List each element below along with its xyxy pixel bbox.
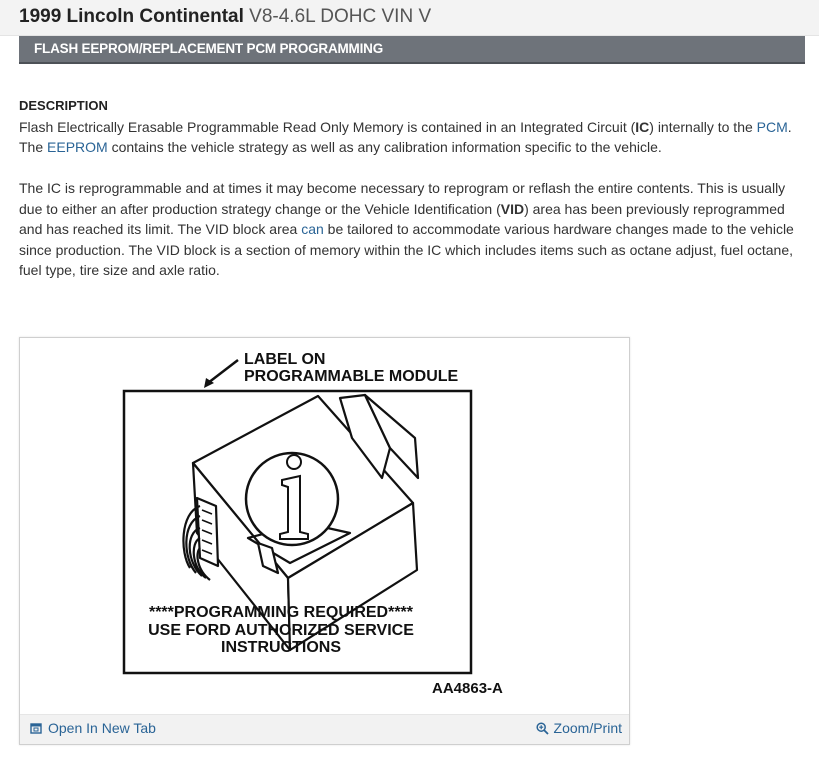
open-new-tab-icon	[30, 722, 43, 735]
caption-line-2: USE FORD AUTHORIZED SERVICE	[148, 622, 414, 639]
vehicle-name: 1999 Lincoln Continental	[19, 6, 244, 27]
caption-line-3: INSTRUCTIONS	[221, 639, 341, 656]
page-title	[19, 6, 431, 28]
figure-id: AA4863-A	[432, 680, 503, 697]
text: Flash Electrically Erasable Programmable Read Only Memory is contained in an Integrated Circuit (	[19, 118, 636, 135]
description-paragraph-2	[19, 178, 809, 281]
glossary-link-eeprom[interactable]: EEPROM	[47, 139, 108, 155]
text: ) internally to the	[649, 118, 757, 135]
title-bar	[0, 0, 819, 36]
zoom-print-label: Zoom/Print	[553, 720, 622, 736]
open-in-new-tab-label: Open In New Tab	[48, 720, 156, 736]
label-text-line-1: LABEL ON	[244, 351, 326, 368]
section-header	[19, 36, 805, 64]
figure-footer	[20, 714, 629, 744]
glossary-link-pcm[interactable]: PCM	[756, 118, 788, 135]
article-body	[19, 96, 809, 281]
description-paragraph-1	[19, 117, 809, 158]
figure-card	[19, 337, 630, 745]
info-i-icon	[246, 453, 338, 545]
zoom-print-button[interactable]	[536, 720, 622, 736]
glossary-link-can[interactable]: can	[301, 221, 324, 237]
text: ) area has been previously reprogrammed and has reached its limit. The VID block area	[19, 200, 785, 237]
text: The IC is reprogrammable and at times it may become necessary to reprogram or reflash the entire contents. This is usually due to either an after production strategy change or the Vehicle Identification (	[19, 180, 786, 217]
pcm-label-illustration[interactable]	[20, 338, 629, 714]
magnifier-plus-icon	[536, 722, 549, 735]
text: . The	[19, 118, 792, 155]
engine-spec: V8-4.6L DOHC VIN V	[249, 6, 432, 27]
text: be tailored to accommodate various hardware changes made to the vehicle since production. The VID block is a section of memory within the IC which includes items such as octane adjust, fuel octane, fuel type, tire size and axle ratio.	[19, 221, 794, 278]
open-in-new-tab-button[interactable]	[30, 720, 156, 736]
bold-term-ic: IC	[635, 118, 650, 135]
caption-line-1: ****PROGRAMMING REQUIRED****	[148, 604, 414, 621]
label-text-line-2: PROGRAMMABLE MODULE	[244, 368, 459, 385]
description-heading: DESCRIPTION	[19, 98, 108, 113]
section-title: FLASH EEPROM/REPLACEMENT PCM PROGRAMMING	[34, 41, 384, 56]
leader-line	[208, 360, 238, 383]
text: contains the vehicle strategy as well as any calibration information specific to the vehicle.	[107, 139, 662, 155]
bold-term-vid: VID	[500, 200, 525, 217]
